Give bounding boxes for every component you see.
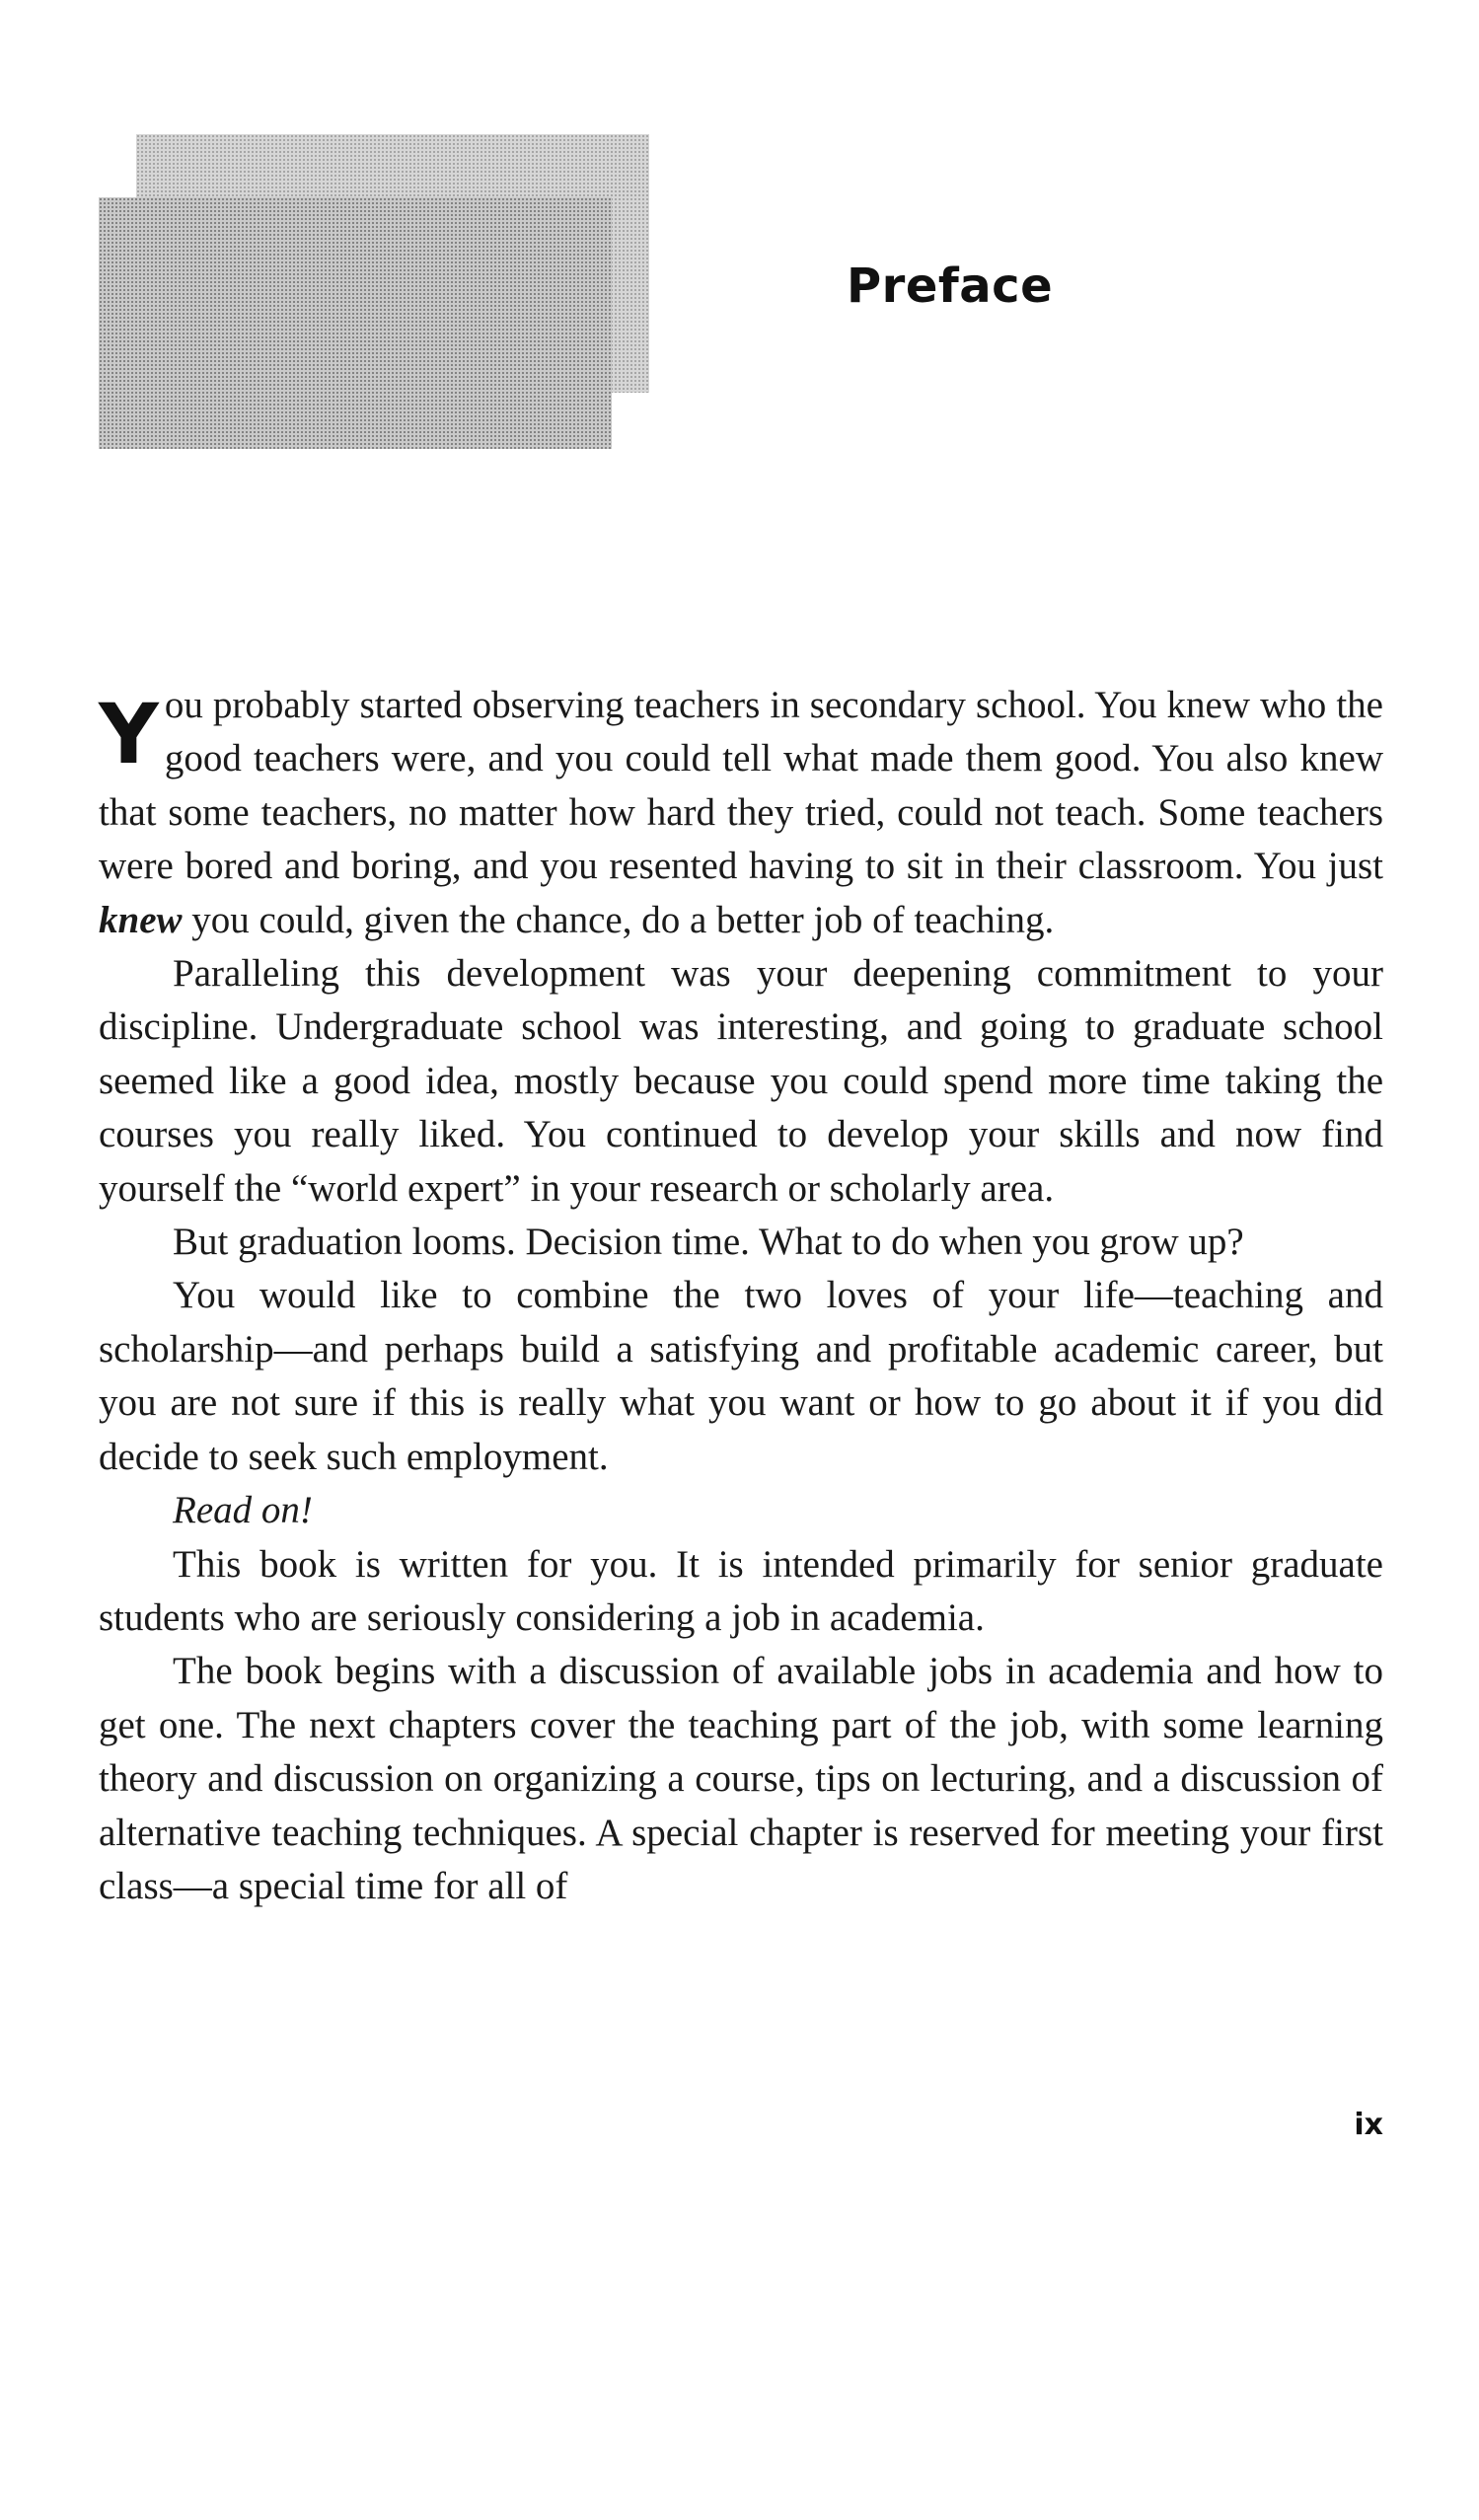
- paragraph-3: But graduation looms. Decision time. What to do when you grow up?: [173, 1221, 1244, 1264]
- drop-cap: Y: [99, 686, 159, 782]
- paragraph-6: This book is written for you. It is intended primarily for senior graduate students who are seriously considering a job in academia.: [99, 1542, 1383, 1639]
- emphasis-knew: knew: [99, 898, 183, 941]
- paragraph-7: The book begins with a discussion of available jobs in academia and how to get one. The next chapters cover the teaching part of the job, with some learning theory and discussion on organizing a course, tips on lecturing, and a discussion of alternative teaching techniques. A special chapter is reserved for meeting your first class—a special time for all of: [99, 1650, 1383, 1907]
- paragraph-read-on: Read on!: [173, 1489, 313, 1532]
- paragraph-1: [99, 679, 1383, 947]
- paragraph-4: You would like to combine the two loves of your life—teaching and scholarship—and perhaps build a satisfying and profitable academic career, but you are not sure if this is really what you want or how to go about it if you did decide to seek such employment.: [99, 1274, 1383, 1478]
- paragraph-1-text-a: ou probably started observing teachers in secondary school. You knew who the good teachers were, and you could tell what made them good. You also knew that some teachers, no matter how hard they tried, could not teach. Some teachers were bored and boring, and you resented having to sit in their classroom. You just: [99, 684, 1383, 888]
- page-number: ix: [1354, 2108, 1383, 2142]
- decorative-halftone-block-front: [99, 197, 612, 449]
- chapter-title: Preface: [847, 259, 1054, 314]
- paragraph-2: Paralleling this development was your deepening commitment to your discipline. Undergraduate school was interesting, and going to graduate school seemed like a good idea, mostly because you could spend more time taking the courses you really liked. You continued to develop your skills and now find yourself the “world expert” in your research or scholarly area.: [99, 952, 1383, 1210]
- paragraph-1-text-b: you could, given the chance, do a better job of teaching.: [182, 898, 1055, 941]
- preface-body: [99, 679, 1383, 1913]
